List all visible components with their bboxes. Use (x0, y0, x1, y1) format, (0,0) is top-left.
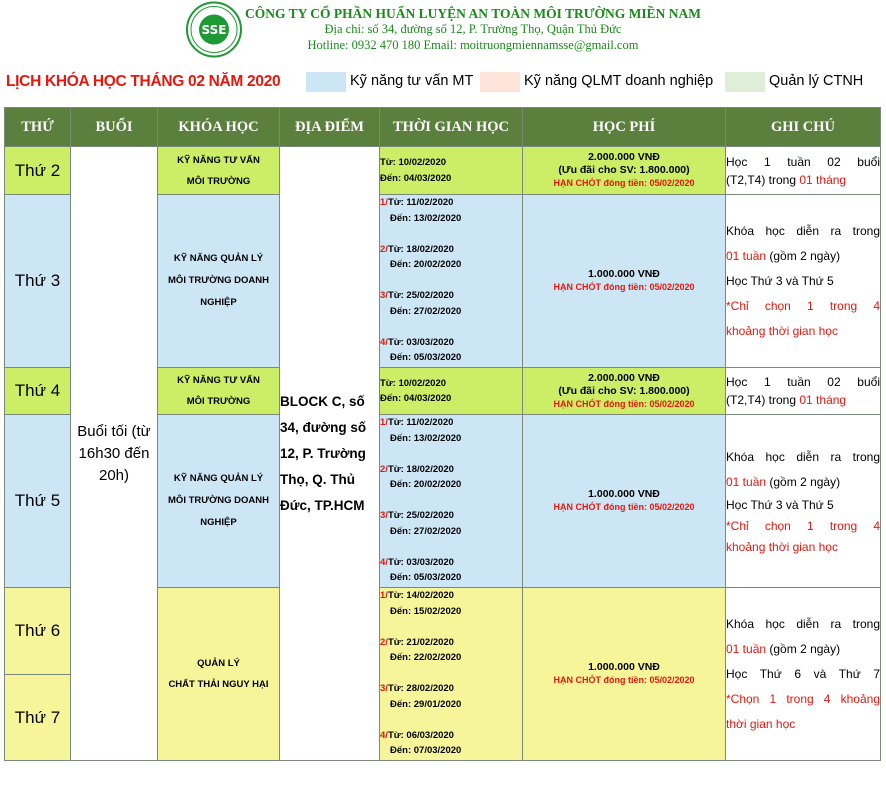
fee-price: 1.000.000 VNĐ (588, 268, 660, 280)
legend-label: Kỹ năng tư vấn MT (350, 73, 474, 89)
col-header-time: THỜI GIAN HỌC (380, 108, 523, 147)
course-line: MÔI TRƯỜNG (186, 175, 251, 187)
note-line: (T2,T4) trong 01 tháng (726, 172, 847, 187)
day-cell: Thứ 4 (5, 368, 71, 415)
time-to: Đến: 04/03/2020 (380, 172, 452, 184)
company-hotline: Hotline: 0932 470 180 Email: moitruongmiennamsse@gmail.com (307, 38, 639, 52)
fee-cell: 1.000.000 VNĐ HẠN CHÓT đóng tiền: 05/02/2020 (523, 415, 726, 588)
fee-cell (523, 195, 726, 368)
fee-deadline: HẠN CHÓT đóng tiền: 05/02/2020 (553, 282, 695, 292)
note-cell: Khóa học diễn ra trong 01 tuần (gồm 2 ngày) Học Thứ 3 và Thứ 5 *Chỉ chọn 1 trong 4 khoảng thời gian học (726, 195, 881, 368)
day-cell: Thứ 5 (5, 415, 71, 588)
time-cell: 1/Từ: 11/02/2020 Đến: 13/02/2020 2/Từ: 18/02/2020 Đến: 20/02/2020 3/Từ: 25/02/2020 Đến: 27/02/2020 4/Từ: 03/03/2020 Đến: 05/03/2020 (380, 195, 523, 368)
location-cell: BLOCK C, số 34, đường số 12, P. Trường Thọ, Q. Thủ Đức, TP.HCM (280, 147, 380, 761)
time-cell: Từ: 10/02/2020 Đến: 04/03/2020 (380, 368, 523, 415)
note-line: Học 1 tuần 02 buổi (726, 154, 880, 169)
course-cell-tuvan (158, 147, 280, 195)
legend-swatch (725, 72, 765, 92)
legend-swatch (480, 72, 520, 92)
note-cell: Khóa học diễn ra trong 01 tuần (gồm 2 ngày) Học Thứ 3 và Thứ 5 *Chỉ chọn 1 trong 4 khoảng thời gian học (726, 415, 881, 588)
company-name: CÔNG TY CỔ PHẦN HUẤN LUYỆN AN TOÀN MÔI TRƯỜNG MIỀN NAM (245, 6, 701, 21)
schedule-table (4, 107, 881, 761)
time-cell: 1/Từ: 11/02/2020 Đến: 13/02/2020 2/Từ: 18/02/2020 Đến: 20/02/2020 3/Từ: 25/02/2020 Đến: 27/02/2020 4/Từ: 03/03/2020 Đến: 05/03/2020 (380, 415, 523, 588)
day-cell: Thứ 2 (5, 147, 71, 195)
logo-text: SSE (201, 23, 227, 37)
col-header-note: GHI CHÚ (726, 108, 881, 147)
note-cell: Học 1 tuần 02 buổi (T2,T4) trong 01 tháng (726, 368, 881, 415)
note-cell: Khóa học diễn ra trong 01 tuần (gồm 2 ngày) Học Thứ 6 và Thứ 7 *Chọn 1 trong 4 khoảng thời gian học (726, 588, 881, 761)
legend-label: Quản lý CTNH (769, 73, 864, 89)
col-header-course: KHÓA HỌC (158, 108, 280, 147)
legend-label: Kỹ năng QLMT doanh nghiệp (524, 73, 714, 89)
course-line: KỸ NĂNG QUẢN LÝ (173, 253, 264, 264)
course-cell-qlmt: KỸ NĂNG QUẢN LÝ MÔI TRƯỜNG DOANH NGHIỆP (158, 415, 280, 588)
note-cell (726, 147, 881, 195)
day-cell: Thứ 6 (5, 588, 71, 675)
col-header-location: ĐỊA ĐIỂM (280, 108, 380, 147)
page-title: LỊCH KHÓA HỌC THÁNG 02 NĂM 2020 (6, 73, 281, 90)
course-line: NGHIỆP (200, 297, 237, 308)
fee-cell (523, 147, 726, 195)
fee-deadline: HẠN CHÓT đóng tiền: 05/02/2020 (553, 178, 695, 188)
table-row (5, 147, 881, 195)
course-cell-qlmt (158, 195, 280, 368)
col-header-session: BUỔI (71, 108, 158, 147)
course-line: KỸ NĂNG TƯ VẤN (177, 154, 260, 166)
col-header-day: THỨ (5, 108, 71, 147)
fee-cell: 1.000.000 VNĐ HẠN CHÓT đóng tiền: 05/02/2020 (523, 588, 726, 761)
fee-price: 2.000.000 VNĐ (588, 151, 660, 163)
fee-student: (Ưu đãi cho SV: 1.800.000) (558, 164, 690, 176)
col-header-fee: HỌC PHÍ (523, 108, 726, 147)
table-header-row (5, 108, 881, 147)
time-cell (380, 147, 523, 195)
session-cell: Buổi tối (từ 16h30 đến 20h) (71, 147, 158, 761)
legend-swatch (306, 72, 346, 92)
time-from: Từ: 10/02/2020 (380, 157, 447, 168)
fee-cell: 2.000.000 VNĐ (Ưu đãi cho SV: 1.800.000) HẠN CHÓT đóng tiền: 05/02/2020 (523, 368, 726, 415)
day-cell: Thứ 3 (5, 195, 71, 368)
letterhead (0, 0, 886, 60)
company-address: Địa chỉ: số 34, đường số 12, P. Trường Thọ, Quận Thủ Đức (324, 22, 622, 36)
course-line: MÔI TRƯỜNG DOANH (168, 275, 269, 286)
time-cell: 1/Từ: 14/02/2020 Đến: 15/02/2020 2/Từ: 21/02/2020 Đến: 22/02/2020 3/Từ: 28/02/2020 Đến: 29/01/2020 4/Từ: 06/03/2020 Đến: 07/03/2020 (380, 588, 523, 761)
course-cell-ctnh: QUẢN LÝ CHẤT THẢI NGUY HẠI (158, 588, 280, 761)
course-cell-tuvan: KỸ NĂNG TƯ VẤN MÔI TRƯỜNG (158, 368, 280, 415)
day-cell: Thứ 7 (5, 675, 71, 761)
